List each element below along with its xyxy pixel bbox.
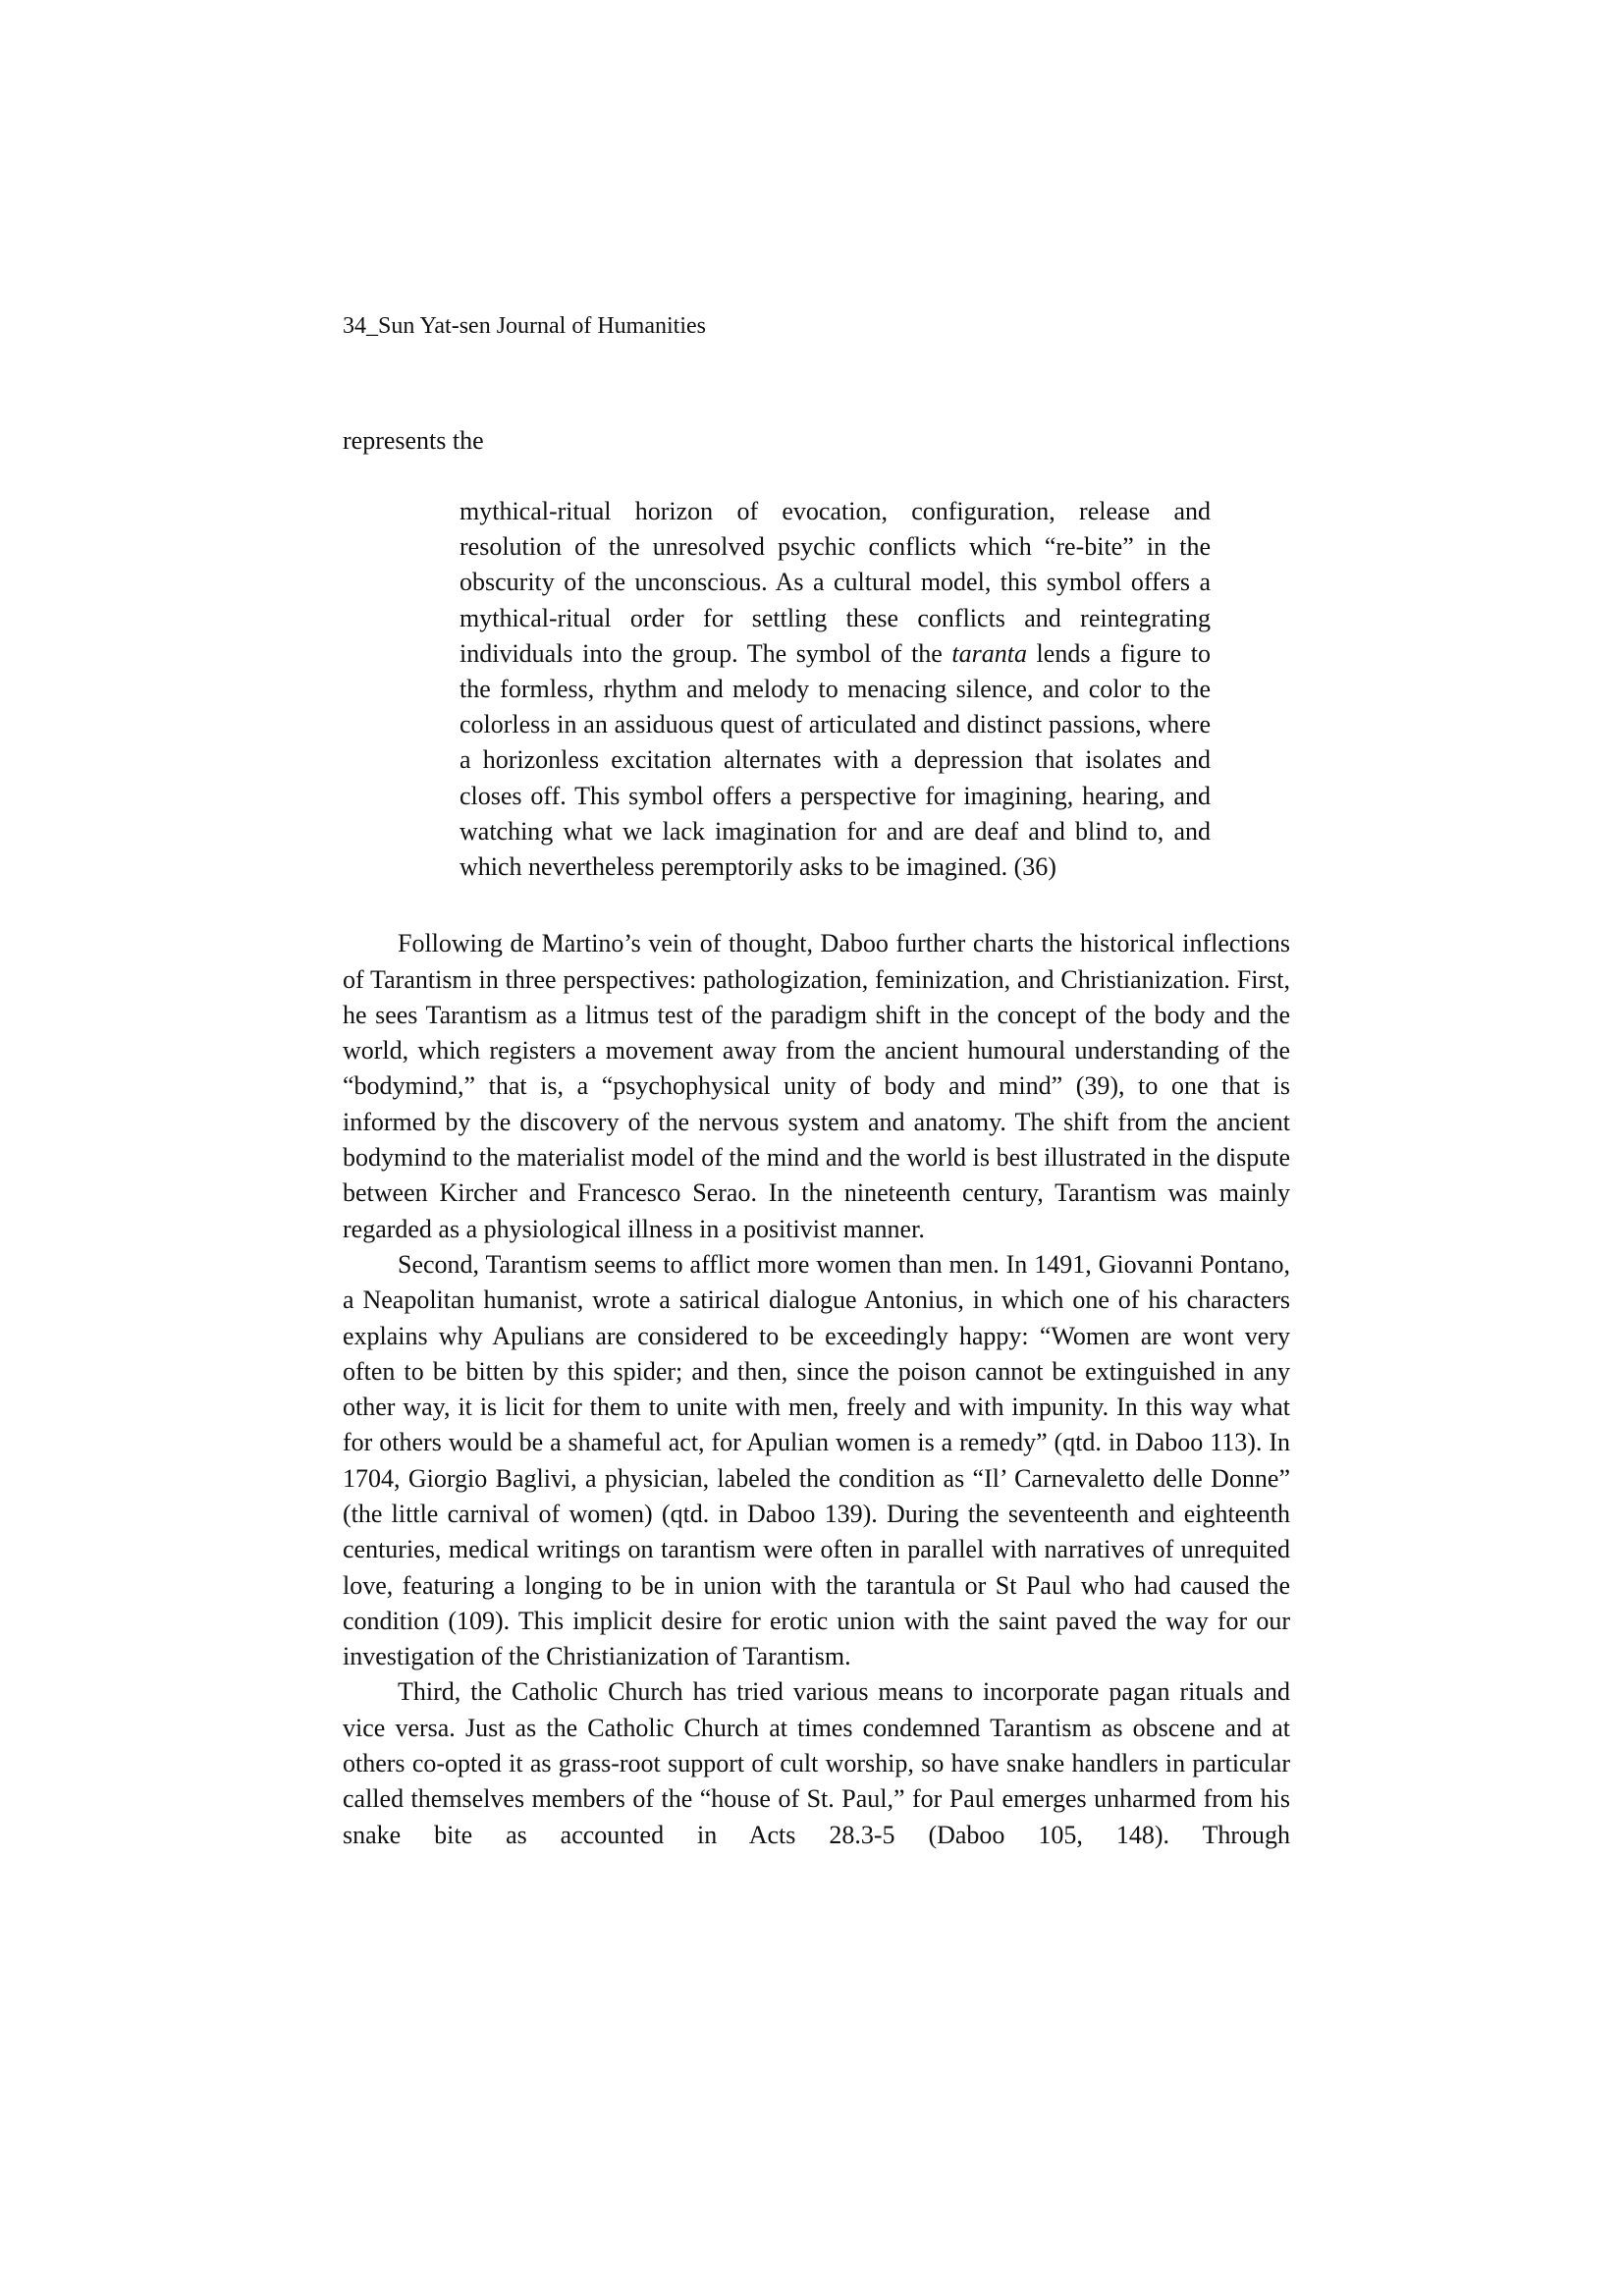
body-text	[343, 926, 1290, 1853]
journal-page	[343, 312, 1290, 1853]
paragraph-pathologization: Following de Martino’s vein of thought, Daboo further charts the historical inflections of Tarantism in three perspectives: pathologization, feminization, and Christianization. First, he sees Tarantism as a litmus test of the paradigm shift in the concept of the body and the world, which registers a movement away from the ancient humoural understanding of the “bodymind,” that is, a “psychophysical unity of body and mind” (39), to one that is informed by the discovery of the nervous system and anatomy. The shift from the ancient bodymind to the materialist model of the mind and the world is best illustrated in the dispute between Kircher and Francesco Serao. In the nineteenth century, Tarantism was mainly regarded as a physiological illness in a positivist manner.	[343, 929, 1290, 1243]
lead-in-text: represents the	[343, 426, 484, 455]
block-quote-text-before: mythical-ritual horizon of evocation, configuration, release and resolution of the unresolved psychic conflicts which “re-bite” in the obscurity of the unconscious. As a cultural model, this symbol offers a mythical-ritual order for settling these conflicts and reintegrating individuals into the group. The symbol of the	[460, 497, 1211, 668]
block-quote-text-after: lends a figure to the formless, rhythm and melody to menacing silence, and color to the colorless in an assiduous quest of articulated and distinct passions, where a horizonless excitation alternates with a depression that isolates and closes off. This symbol offers a perspective for imagining, hearing, and watching what we lack imagination for and are deaf and blind to, and which nevertheless peremptorily asks to be imagined. (36)	[460, 638, 1211, 882]
running-head: 34_Sun Yat-sen Journal of Humanities	[343, 313, 706, 339]
block-quote	[460, 494, 1211, 885]
paragraph-christianization: Third, the Catholic Church has tried various means to incorporate pagan rituals and vice versa. Just as the Catholic Church at times condemned Tarantism as obscene and at others co-opted it as grass-root support of cult worship, so have snake handlers in particular called themselves members of the “house of St. Paul,” for Paul emerges unharmed from his snake bite as accounted in Acts 28.3-5 (Daboo 105, 148). Through	[343, 1677, 1290, 1849]
block-quote-italic-term: taranta	[951, 638, 1027, 668]
paragraph-feminization: Second, Tarantism seems to afflict more women than men. In 1491, Giovanni Pontano, a Neapolitan humanist, wrote a satirical dialogue Antonius, in which one of his characters explains why Apulians are considered to be exceedingly happy: “Women are wont very often to be bitten by this spider; and then, since the poison cannot be extinguished in any other way, it is licit for them to unite with men, freely and with impunity. In this way what for others would be a shameful act, for Apulian women is a remedy” (qtd. in Daboo 113). In 1704, Giorgio Baglivi, a physician, labeled the condition as “Il’ Carnevaletto delle Donne” (the little carnival of women) (qtd. in Daboo 139). During the seventeenth and eighteenth centuries, medical writings on tarantism were often in parallel with narratives of unrequited love, featuring a longing to be in union with the tarantula or St Paul who had caused the condition (109). This implicit desire for erotic union with the saint paved the way for our investigation of the Christianization of Tarantism.	[343, 1249, 1290, 1671]
